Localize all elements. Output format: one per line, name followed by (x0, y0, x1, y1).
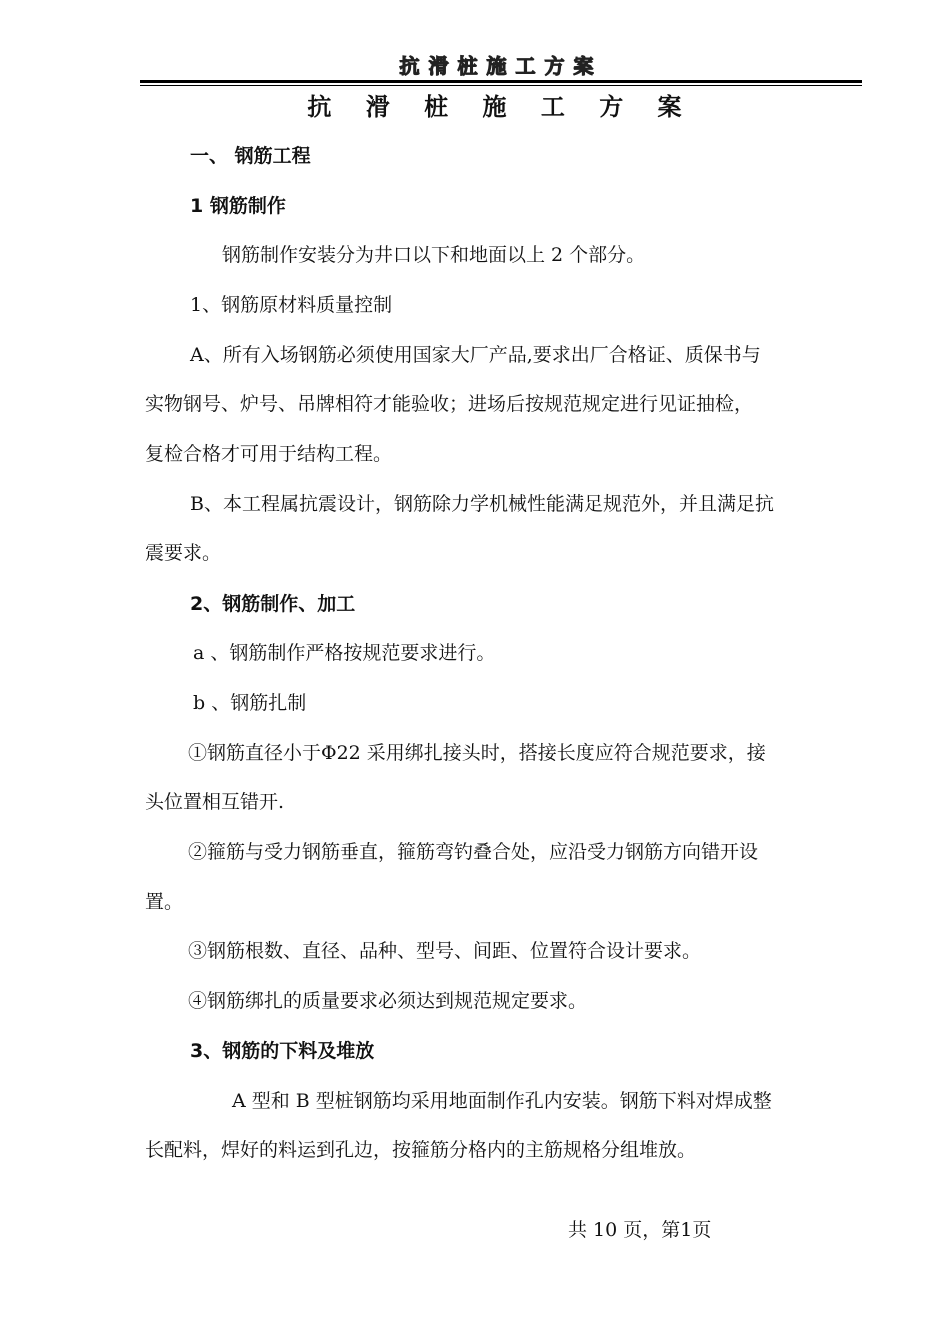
paragraph-line: 实物钢号、炉号、吊牌相符才能验收；进场后按规范规定进行见证抽检， (145, 393, 754, 415)
paragraph-line: A、所有入场钢筋必须使用国家大厂产品,要求出厂合格证、质保书与 (190, 344, 761, 366)
paragraph-line: 置。 (145, 891, 184, 913)
paragraph-line: B、本工程属抗震设计，钢筋除力学机械性能满足规范外，并且满足抗 (190, 493, 774, 515)
subsection-heading: 1 钢筋制作 (190, 195, 286, 217)
section-heading: 一、 钢筋工程 (190, 145, 311, 167)
header-rule-thick (140, 80, 862, 83)
paragraph-line: 复检合格才可用于结构工程。 (145, 443, 393, 465)
item-heading: 1、钢筋原材料质量控制 (190, 294, 393, 316)
paragraph-line: 钢筋制作安装分为井口以下和地面以上 2 个部分。 (222, 244, 646, 266)
paragraph-line: A 型和 B 型桩钢筋均采用地面制作孔内安装。钢筋下料对焊成整 (232, 1090, 772, 1112)
item-heading: 3、钢筋的下料及堆放 (190, 1040, 375, 1062)
paragraph-line: 头位置相互错开. (145, 791, 285, 813)
paragraph-line: ③钢筋根数、直径、品种、型号、间距、位置符合设计要求。 (188, 940, 702, 962)
paragraph-line: ②箍筋与受力钢筋垂直，箍筋弯钓叠合处，应沿受力钢筋方向错开设 (188, 841, 759, 863)
item-heading: 2、钢筋制作、加工 (190, 593, 356, 615)
document-title: 抗 滑 桩 施 工 方 案 (307, 93, 695, 121)
paragraph-line: 长配料，焊好的料运到孔边，按箍筋分格内的主筋规格分组堆放。 (145, 1139, 697, 1161)
paragraph-line: ①钢筋直径小于Φ22 采用绑扎接头时，搭接长度应符合规范要求，接 (188, 742, 766, 764)
paragraph-line: 震要求。 (145, 542, 222, 564)
paragraph-line: a 、钢筋制作严格按规范要求进行。 (193, 642, 496, 664)
running-header: 抗滑桩施工方案 (399, 54, 603, 78)
paragraph-line: ④钢筋绑扎的质量要求必须达到规范规定要求。 (188, 990, 588, 1012)
page-footer: 共 10 页，第1页 (568, 1219, 712, 1241)
header-rule-thin (140, 85, 862, 86)
paragraph-line: b 、钢筋扎制 (193, 692, 307, 714)
